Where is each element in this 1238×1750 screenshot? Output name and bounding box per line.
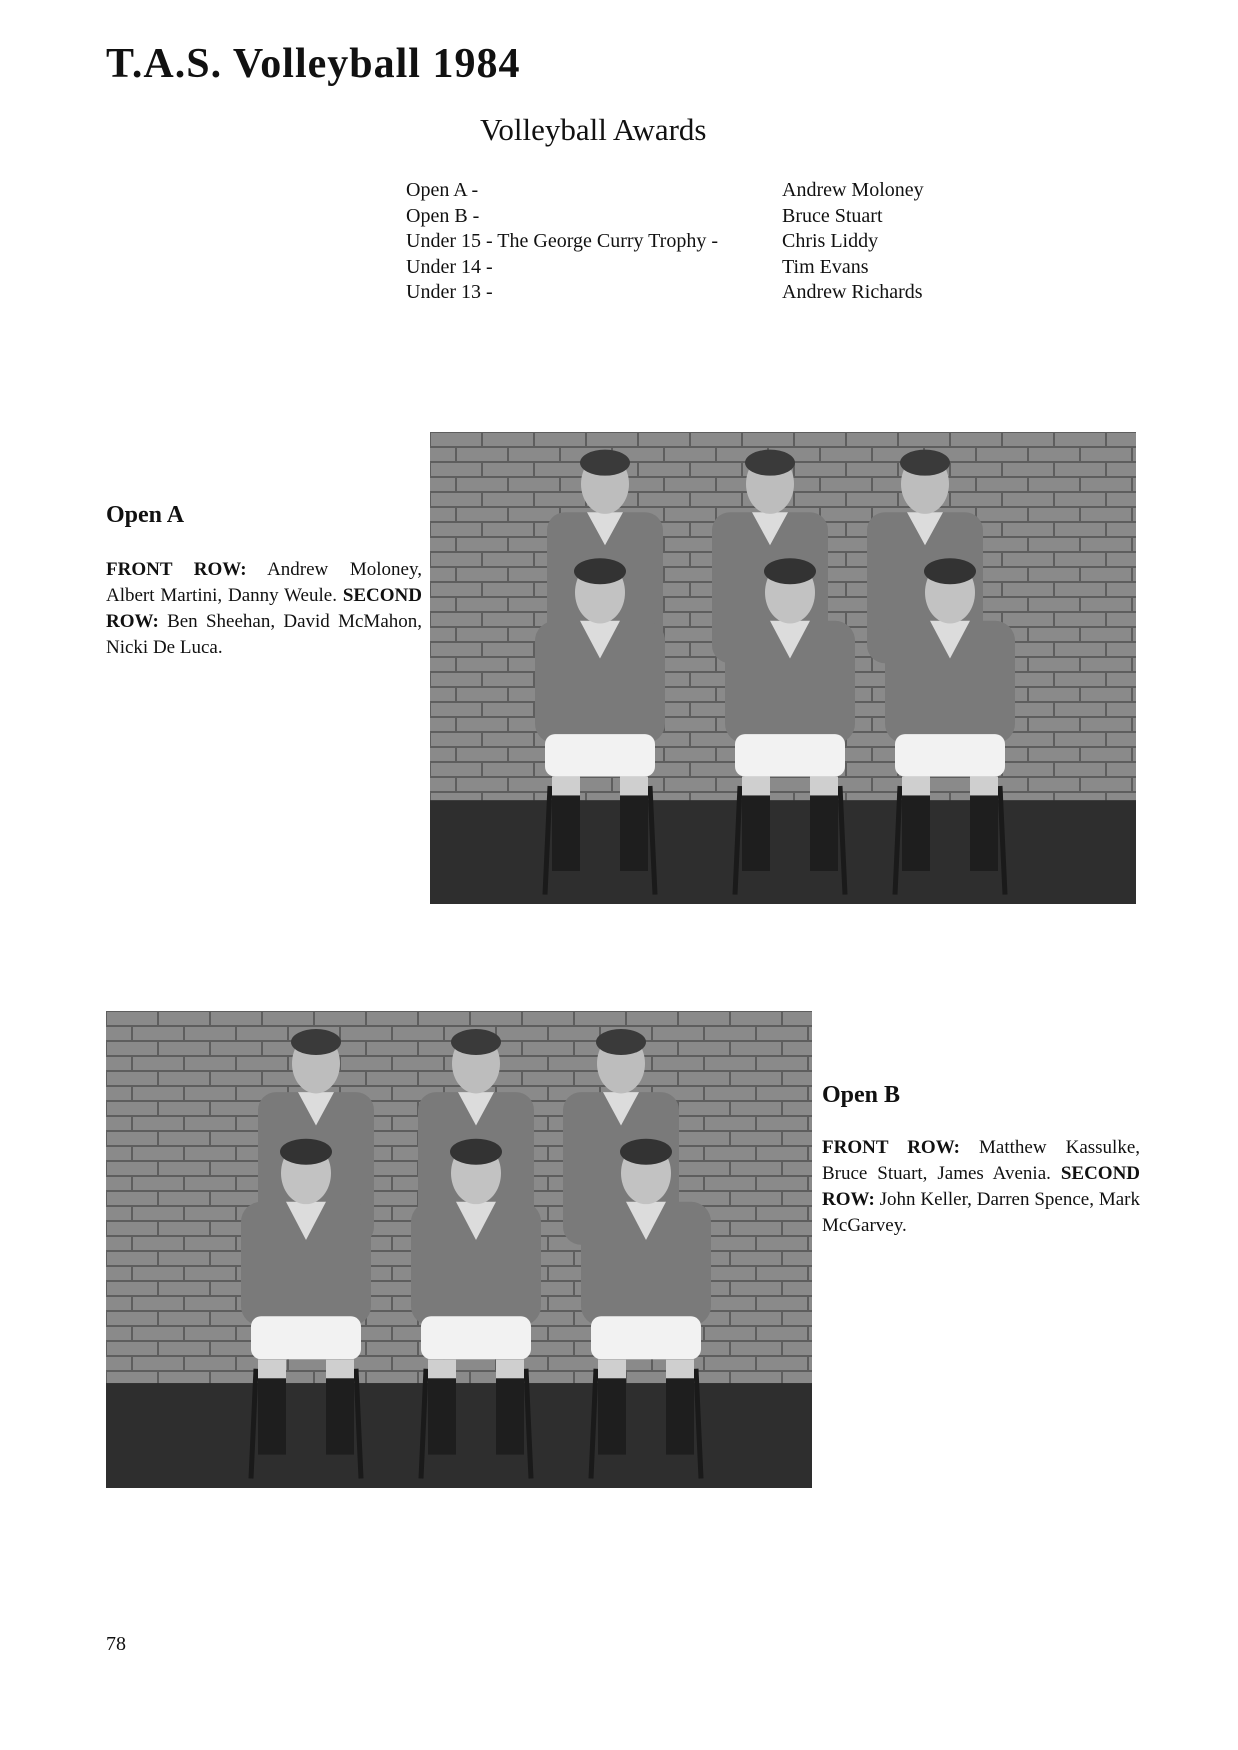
page-title: T.A.S. Volleyball 1984 — [106, 41, 521, 87]
awards-recipients — [782, 178, 924, 306]
photo-image — [430, 432, 1136, 904]
team-caption-open-a — [106, 557, 422, 661]
team-photo-open-b — [106, 1011, 812, 1488]
front-row-names: Andrew Moloney, Albert Martini, Danny Weule. — [106, 559, 422, 606]
award-category: Under 14 - — [406, 255, 493, 278]
award-recipient: Andrew Moloney — [782, 179, 924, 201]
team-heading-open-a: Open A — [106, 502, 185, 528]
second-row-label: SECOND ROW: — [106, 585, 422, 632]
front-row-names: Matthew Kassulke, Bruce Stuart, James Avenia. — [822, 1137, 1141, 1184]
front-row-label: FRONT ROW: — [822, 1137, 960, 1158]
award-recipient: Bruce Stuart — [782, 204, 883, 227]
photo-image — [106, 1011, 812, 1488]
award-category: Under 13 - — [406, 281, 493, 303]
team-heading-open-b: Open B — [822, 1082, 901, 1108]
award-category: Open B - — [406, 204, 480, 227]
front-row-label: FRONT ROW: — [106, 559, 247, 580]
award-recipient: Tim Evans — [782, 255, 869, 278]
second-row-label: SECOND ROW: — [822, 1163, 1141, 1210]
page-number: 78 — [106, 1633, 126, 1655]
second-row-names: Ben Sheehan, David McMahon, Nicki De Luca. — [106, 611, 423, 658]
award-recipient: Andrew Richards — [782, 281, 923, 303]
team-caption-open-b — [822, 1135, 1140, 1239]
team-photo-open-a — [430, 432, 1136, 904]
award-category: Under 15 - The George Curry Trophy - — [406, 230, 719, 252]
award-category: Open A - — [406, 179, 479, 201]
award-recipient: Chris Liddy — [782, 230, 879, 252]
awards-title: Volleyball Awards — [480, 112, 707, 147]
awards-categories — [406, 178, 718, 306]
second-row-names: John Keller, Darren Spence, Mark McGarvey. — [822, 1189, 1140, 1236]
